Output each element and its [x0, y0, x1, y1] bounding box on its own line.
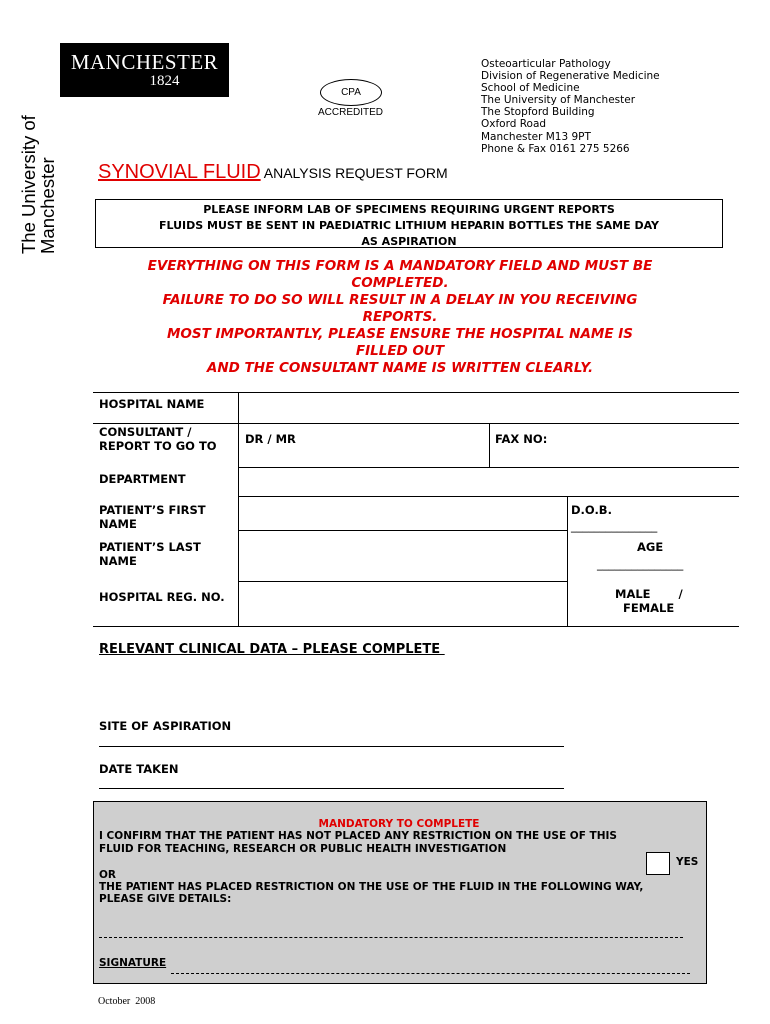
urgent-line: PLEASE INFORM LAB OF SPECIMENS REQUIRING URGENT REPORTS	[203, 203, 615, 216]
cpa-accredited: ACCREDITED	[318, 107, 384, 118]
table-divider	[567, 496, 568, 626]
table-rule	[93, 392, 739, 393]
warning-line: AND THE CONSULTANT NAME IS WRITTEN CLEARLY.	[206, 360, 594, 376]
table-divider	[489, 423, 490, 467]
first-name-field[interactable]	[240, 498, 566, 529]
mandatory-heading: MANDATORY TO COMPLETE	[318, 818, 480, 830]
address-line: Division of Regenerative Medicine	[481, 70, 660, 83]
sex-label[interactable]: MALE /	[615, 587, 683, 601]
address-line: Manchester M13 9PT	[481, 130, 591, 143]
warning-line: FAILURE TO DO SO WILL RESULT IN A DELAY IN YOU RECEIVING	[162, 292, 638, 308]
department-label: DEPARTMENT	[99, 472, 186, 486]
table-divider	[238, 392, 239, 626]
confirm-line: FLUID FOR TEACHING, RESEARCH OR PUBLIC HEALTH INVESTIGATION	[99, 843, 507, 855]
table-rule	[93, 626, 739, 627]
site-of-aspiration-label: SITE OF ASPIRATION	[99, 719, 232, 733]
or-label: OR	[99, 869, 117, 881]
last-name-label: PATIENT’S LAST NAME	[99, 540, 201, 568]
hospital-name-field[interactable]	[240, 394, 738, 422]
warning-line: FILLED OUT	[355, 343, 445, 359]
signature-line[interactable]	[171, 973, 690, 974]
warning-line: MOST IMPORTANTLY, PLEASE ENSURE THE HOSPITAL NAME IS	[166, 326, 634, 342]
address-line: The University of Manchester	[481, 94, 636, 107]
form-title-rest: ANALYSIS REQUEST FORM	[260, 165, 448, 181]
dr-mr-label: DR / MR	[245, 432, 296, 446]
warning-line: COMPLETED.	[351, 275, 449, 291]
table-rule	[238, 530, 567, 531]
sex-label-female[interactable]: FEMALE	[623, 601, 675, 615]
confirm-line: I CONFIRM THAT THE PATIENT HAS NOT PLACED ANY RESTRICTION ON THE USE OF THIS	[99, 830, 617, 842]
date-taken-line[interactable]	[99, 788, 564, 789]
last-name-field[interactable]	[240, 532, 566, 580]
address-line: The Stopford Building	[481, 106, 595, 119]
address-line: School of Medicine	[481, 82, 580, 95]
hospital-name-label: HOSPITAL NAME	[99, 397, 205, 411]
reg-no-field[interactable]	[240, 583, 566, 625]
manchester-logo	[60, 43, 229, 97]
consultant-label: CONSULTANT / REPORT TO GO TO	[99, 425, 217, 453]
yes-label: YES	[676, 856, 699, 868]
address-line: Oxford Road	[481, 118, 547, 131]
department-field[interactable]	[240, 469, 738, 495]
form-title	[98, 161, 448, 184]
form-date: October 2008	[98, 996, 156, 1007]
address-line: Osteoarticular Pathology	[481, 58, 611, 70]
warning-line: REPORTS.	[362, 309, 438, 325]
first-name-label: PATIENT’S FIRST NAME	[99, 503, 206, 531]
dob-line[interactable]: _______________	[571, 519, 658, 533]
details-line[interactable]	[99, 937, 683, 938]
table-rule	[238, 467, 739, 468]
fax-label: FAX NO:	[495, 432, 548, 446]
clinical-data-heading: RELEVANT CLINICAL DATA – PLEASE COMPLETE	[99, 642, 445, 657]
dob-label: D.O.B.	[571, 503, 612, 517]
urgent-notice	[95, 199, 723, 248]
department-address	[481, 58, 660, 155]
university-name: The University of Manchester	[18, 115, 58, 254]
logo-year: 1824	[149, 73, 180, 89]
yes-checkbox[interactable]	[646, 852, 670, 875]
address-line: Phone & Fax 0161 275 5266	[481, 142, 630, 155]
form-title-highlight: SYNOVIAL FLUID	[98, 161, 261, 183]
logo-name: MANCHESTER	[70, 50, 219, 74]
table-rule	[93, 423, 739, 424]
site-of-aspiration-line[interactable]	[99, 746, 564, 747]
signature-label: SIGNATURE	[99, 957, 167, 969]
table-rule	[238, 496, 739, 497]
age-label: AGE	[637, 540, 664, 554]
age-line[interactable]: _______________	[597, 557, 684, 571]
urgent-line: FLUIDS MUST BE SENT IN PAEDIATRIC LITHIUM HEPARIN BOTTLES THE SAME DAY	[158, 219, 660, 232]
reg-no-label: HOSPITAL REG. NO.	[99, 590, 225, 604]
warning-line: EVERYTHING ON THIS FORM IS A MANDATORY FIELD AND MUST BE	[147, 258, 653, 274]
restriction-line: PLEASE GIVE DETAILS:	[99, 893, 232, 905]
restriction-line: THE PATIENT HAS PLACED RESTRICTION ON THE USE OF THE FLUID IN THE FOLLOWING WAY,	[99, 881, 644, 893]
cpa-badge: CPA	[320, 79, 382, 106]
urgent-line: AS ASPIRATION	[361, 235, 457, 248]
mandatory-warning	[98, 258, 702, 377]
date-taken-label: DATE TAKEN	[99, 762, 179, 776]
table-rule	[238, 581, 567, 582]
